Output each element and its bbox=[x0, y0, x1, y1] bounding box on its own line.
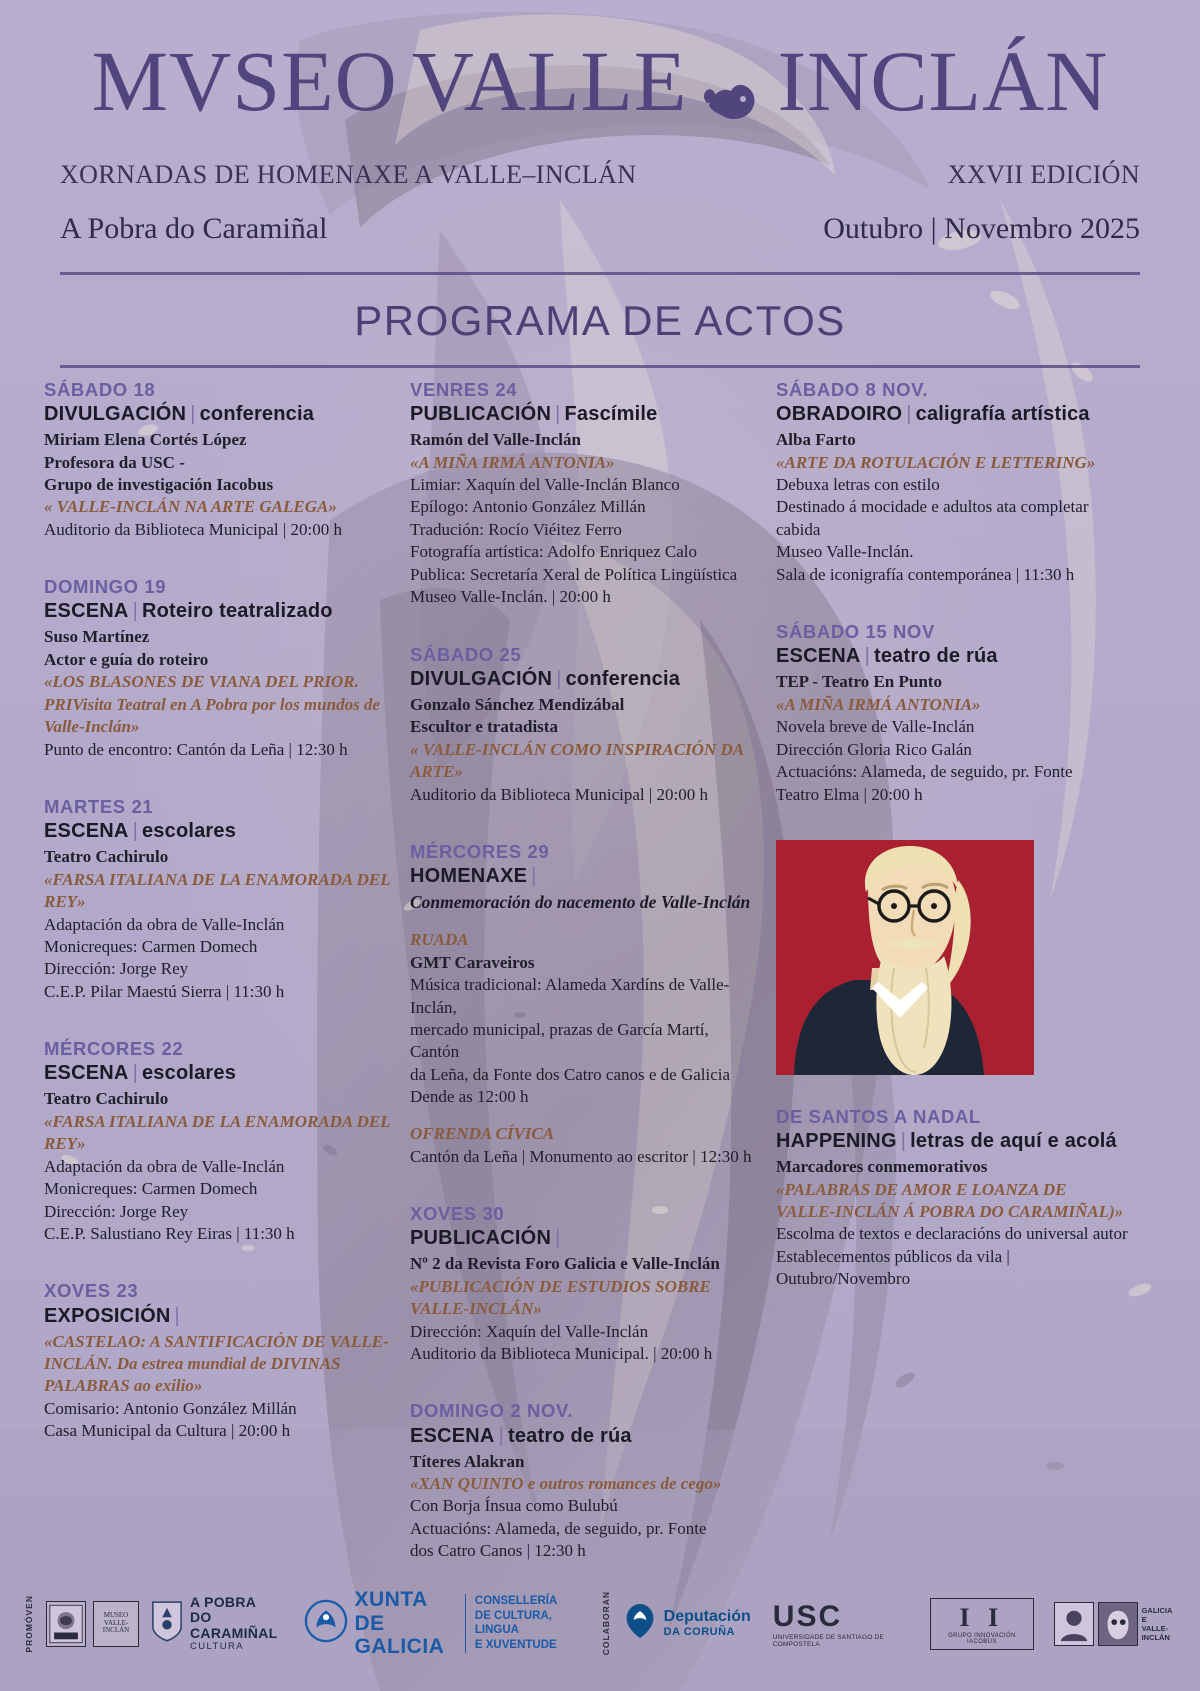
event-title: «ARTE DA ROTULACIÓN E LETTERING» bbox=[776, 452, 1096, 472]
event-detail-line: Epílogo: Antonio González Millán bbox=[410, 497, 646, 517]
event-title: «PUBLICACIÓN DE ESTUDIOS SOBRE VALLE-INCLÁN» bbox=[410, 1276, 711, 1319]
dates-label: Outubro | Novembro 2025 bbox=[823, 212, 1140, 245]
event-date: MARTES 21 bbox=[44, 796, 154, 818]
event-detail-line: TEP - Teatro En Punto bbox=[776, 672, 942, 692]
event-category bbox=[776, 643, 1128, 669]
event-date: MÉRCORES 29 bbox=[410, 840, 550, 862]
category-label: HOMENAXE bbox=[410, 865, 528, 888]
place-date-row bbox=[60, 212, 1140, 246]
a-pobra-line-1: A POBRA bbox=[190, 1593, 257, 1610]
event-de-santos-a-nadal bbox=[776, 1105, 1128, 1291]
category-separator: | bbox=[906, 403, 912, 426]
event-detail-line: Dirección: Xaquín del Valle-Inclán bbox=[410, 1321, 649, 1341]
program-column-2 bbox=[410, 378, 762, 1597]
galicia-e-valle-inclan-logo[interactable] bbox=[1054, 1602, 1176, 1646]
event-date: DOMINGO 2 NOV. bbox=[410, 1400, 573, 1422]
subcategory-label: Fascímile bbox=[564, 403, 658, 426]
event-title: «LOS BLASONES DE VIANA DEL PRIOR. PRIVisita Teatral en A Pobra por los mundos de Valle-Inclán» bbox=[44, 672, 380, 737]
promoven-label: PROMÓVEN bbox=[24, 1594, 34, 1653]
subsection-label-ofrenda-civica: OFRENDA CÍVICA bbox=[410, 1123, 555, 1143]
deputacion-da-coruna-logo[interactable] bbox=[623, 1601, 751, 1646]
event-venue-time: Museo Valle-Inclán. | 20:00 h bbox=[410, 587, 611, 607]
museo-valle-inclan-logo[interactable] bbox=[46, 1601, 139, 1647]
usc-full-name: UNIVERSIDADE DE SANTIAGO DE COMPOSTELA bbox=[772, 1633, 885, 1648]
masthead-word-valle: VALLE bbox=[411, 33, 688, 129]
xunta-line-1: XUNTA bbox=[354, 1588, 428, 1612]
program-divider bbox=[60, 365, 1140, 368]
event-detail-line: Limiar: Xaquín del Valle-Inclán Blanco bbox=[410, 475, 680, 494]
event-venue-time: C.E.P. Salustiano Rey Eiras | 11:30 h bbox=[44, 1224, 295, 1243]
category-label: DIVULGACIÓN bbox=[44, 403, 187, 426]
event-detail-line: Actuacións: Alameda, de seguido, pr. Fonte bbox=[776, 762, 1073, 782]
event-detail-line: Monicreques: Carmen Domech bbox=[44, 936, 258, 956]
subcategory-label: caligrafía artística bbox=[915, 403, 1090, 426]
museo-valle-inclan-wordmark: MUSEO VALLE-INCLÁN bbox=[93, 1601, 139, 1647]
subcategory-label: Roteiro teatralizado bbox=[141, 600, 333, 623]
event-title: «PALABRAS DE AMOR E LOANZA DE VALLE-INCLÁN Á POBRA DO CARAMIÑAL)» bbox=[776, 1179, 1124, 1221]
program-columns bbox=[0, 368, 1200, 1597]
category-label: EXPOSICIÓN bbox=[44, 1304, 171, 1327]
event-detail-line: Escultor e tratadista bbox=[410, 717, 558, 737]
event-title: «FARSA ITALIANA DE LA ENAMORADA DEL REY» bbox=[44, 1111, 390, 1154]
event-date: SÁBADO 18 bbox=[44, 379, 156, 400]
event-detail-line: Teatro Cachirulo bbox=[44, 1089, 169, 1109]
event-category bbox=[410, 863, 762, 889]
event-title: « VALLE-INCLÁN COMO INSPIRACIÓN DA ARTE» bbox=[410, 739, 744, 782]
deputacion-line-2: DA CORUÑA bbox=[663, 1626, 735, 1639]
event-category bbox=[410, 1423, 762, 1449]
event-detail-line: Debuxa letras con estilo bbox=[776, 475, 940, 494]
event-mercores-22 bbox=[44, 1037, 396, 1245]
page-title: PROGRAMA DE ACTOS bbox=[354, 297, 846, 344]
event-category bbox=[44, 1060, 396, 1086]
a-pobra-wordmark bbox=[190, 1595, 282, 1653]
event-venue-time: Punto de encontro: Cantón da Leña | 12:30 h bbox=[44, 739, 348, 759]
deputacion-line-1: Deputación bbox=[663, 1608, 751, 1626]
consellería-line-2: DE CULTURA, LINGUA bbox=[474, 1609, 552, 1637]
event-detail-line: Con Borja Ínsua como Bulubú bbox=[410, 1496, 618, 1516]
category-separator: | bbox=[531, 865, 537, 888]
footer-logos bbox=[0, 1566, 1200, 1691]
category-separator: | bbox=[555, 403, 561, 426]
galicia-emblem-icon bbox=[1054, 1602, 1094, 1646]
event-detail-line: Fotografía artística: Adolfo Enriquez Calo bbox=[410, 542, 698, 562]
event-date: VENRES 24 bbox=[410, 379, 518, 400]
event-detail-line: Dirección: Jorge Rey bbox=[44, 959, 189, 979]
category-label: ESCENA bbox=[44, 820, 129, 843]
event-venue-time: dos Catro Canos | 12:30 h bbox=[410, 1541, 586, 1561]
event-venue-time: Establecementos públicos da vila | Outubro/Novembro bbox=[776, 1246, 1010, 1289]
event-detail-line: Ramón del Valle-Inclán bbox=[410, 430, 581, 450]
gvi-line-2: VALLE-INCLÁN bbox=[1141, 1623, 1170, 1642]
event-detail-line: Alba Farto bbox=[776, 430, 856, 450]
event-venue-time: Sala de iconigrafía contemporánea | 11:30 h bbox=[776, 564, 1075, 584]
masthead bbox=[60, 33, 1140, 129]
consellería-line-1: CONSELLERÍA bbox=[474, 1594, 558, 1607]
event-xoves-30 bbox=[410, 1202, 762, 1365]
event-venue-time: Teatro Elma | 20:00 h bbox=[776, 784, 923, 804]
subsection-venue-time: Cantón da Leña | Monumento ao escritor | 12:30 h bbox=[410, 1146, 752, 1166]
category-separator: | bbox=[174, 1304, 180, 1327]
event-xoves-23 bbox=[44, 1279, 396, 1442]
valle-inclan-mask-icon bbox=[701, 59, 763, 115]
category-separator: | bbox=[498, 1424, 504, 1447]
event-detail-line: Nº 2 da Revista Foro Galicia e Valle-Inclán bbox=[410, 1254, 720, 1274]
event-detail-line: Profesora da USC - bbox=[44, 452, 185, 472]
event-date: SÁBADO 8 NOV. bbox=[776, 379, 929, 400]
event-category bbox=[44, 598, 396, 624]
subcategory-label: escolares bbox=[141, 1062, 237, 1085]
event-date: SÁBADO 15 NOV bbox=[776, 621, 935, 643]
event-category bbox=[44, 818, 396, 844]
subcategory-label: conferencia bbox=[565, 667, 681, 690]
event-detail-line: Monicreques: Carmen Domech bbox=[44, 1179, 258, 1199]
category-label: DIVULGACIÓN bbox=[410, 667, 553, 690]
category-separator: | bbox=[190, 403, 196, 426]
place-label: A Pobra do Caramiñal bbox=[60, 212, 328, 245]
event-category bbox=[44, 401, 396, 427]
event-category bbox=[776, 1128, 1128, 1154]
subsection-line: Música tradicional: Alameda Xardíns de Valle-Inclán, bbox=[410, 975, 730, 1017]
a-pobra-shield-icon bbox=[151, 1600, 183, 1647]
event-date: XOVES 23 bbox=[44, 1280, 139, 1302]
event-category bbox=[410, 1225, 762, 1251]
subsection-time: Dende as 12:00 h bbox=[410, 1087, 529, 1107]
event-date: DE SANTOS A NADAL bbox=[776, 1105, 981, 1127]
category-separator: | bbox=[132, 600, 138, 623]
xunta-emblem-icon bbox=[304, 1599, 348, 1648]
event-category bbox=[410, 666, 762, 692]
event-detail-line: Teatro Cachirulo bbox=[44, 847, 169, 867]
event-title: «XAN QUINTO e outros romances de cego» bbox=[410, 1473, 722, 1493]
deputacion-emblem-icon bbox=[623, 1601, 657, 1646]
category-separator: | bbox=[864, 645, 870, 668]
masthead-word-museo: MVSEO bbox=[91, 33, 398, 129]
event-title: «CASTELAO: A SANTIFICACIÓN DE VALLE-INCLÁN. Da estrea mundial de DIVINAS PALABRAS ao exilio» bbox=[44, 1331, 389, 1396]
usc-logo[interactable] bbox=[773, 1600, 910, 1648]
category-label: ESCENA bbox=[410, 1424, 495, 1447]
header-divider bbox=[60, 272, 1140, 275]
masthead-word-inclan: INCLÁN bbox=[777, 33, 1109, 129]
category-label: PUBLICACIÓN bbox=[410, 403, 552, 426]
museo-valle-inclan-crest-icon bbox=[46, 1601, 86, 1647]
program-column-3 bbox=[776, 378, 1128, 1597]
category-separator: | bbox=[555, 1227, 561, 1250]
event-detail-line: Novela breve de Valle-Inclán bbox=[776, 717, 975, 737]
category-separator: | bbox=[556, 667, 562, 690]
usc-acronym: USC bbox=[772, 1599, 843, 1633]
event-date: DOMINGO 19 bbox=[44, 576, 167, 598]
event-sabado-15-nov bbox=[776, 620, 1128, 806]
a-pobra-line-2: DO CARAMIÑAL bbox=[190, 1609, 278, 1642]
event-venue-time: C.E.P. Pilar Maestú Sierra | 11:30 h bbox=[44, 981, 285, 1001]
subcategory-label: teatro de rúa bbox=[873, 645, 998, 668]
event-detail-line: Actuacións: Alameda, de seguido, pr. Fonte bbox=[410, 1518, 707, 1538]
event-detail-line: Adaptación da obra de Valle-Inclán bbox=[44, 1156, 285, 1176]
category-label: ESCENA bbox=[44, 1062, 129, 1085]
xunta-wordmark bbox=[355, 1588, 458, 1659]
event-detail-line: Adaptación da obra de Valle-Inclán bbox=[44, 914, 285, 934]
event-category bbox=[44, 1303, 396, 1329]
event-detail-line: Tradución: Rocío Viéitez Ferro bbox=[410, 519, 622, 539]
grupo-innovacion-iacobus-logo[interactable] bbox=[930, 1598, 1033, 1650]
event-martes-21 bbox=[44, 795, 396, 1003]
category-label: OBRADOIRO bbox=[776, 403, 903, 426]
a-pobra-line-3: CULTURA bbox=[190, 1640, 244, 1652]
event-title: « VALLE-INCLÁN NA ARTE GALEGA» bbox=[44, 497, 337, 517]
event-date: SÁBADO 25 bbox=[410, 643, 522, 665]
category-separator: | bbox=[132, 820, 138, 843]
subcategory-label: conferencia bbox=[199, 403, 315, 426]
subcategory-label: letras de aquí e acolá bbox=[910, 1130, 1117, 1153]
poster-header bbox=[0, 0, 1200, 368]
xunta-line-2: DE GALICIA bbox=[354, 1611, 445, 1659]
category-label: PUBLICACIÓN bbox=[410, 1227, 552, 1250]
iacobus-caption: GRUPO INNOVACIÓN IACOBUS bbox=[948, 1632, 1016, 1645]
colaboran-label: COLABORAN bbox=[600, 1591, 611, 1656]
event-detail-line: Dirección: Jorge Rey bbox=[44, 1201, 189, 1221]
event-detail-line: Publica: Secretaría Xeral de Política Lingüística bbox=[410, 564, 738, 584]
event-detail-line: Gonzalo Sánchez Mendizábal bbox=[410, 694, 625, 714]
valle-inclan-portrait-icon bbox=[1098, 1602, 1138, 1646]
subsection-performer: GMT Caraveiros bbox=[410, 952, 535, 972]
event-mercores-29 bbox=[410, 840, 762, 1168]
subsection-line: mercado municipal, prazas de García Martí, Cantón bbox=[410, 1019, 709, 1062]
iacobus-monogram: I I bbox=[959, 1602, 1005, 1632]
program-column-1 bbox=[44, 378, 396, 1597]
event-venres-24 bbox=[410, 378, 762, 609]
event-detail-line: Destinado á mocidade e adultos ata completar cabida bbox=[776, 497, 1089, 539]
subtitle-row bbox=[60, 160, 1140, 190]
event-category bbox=[410, 401, 762, 427]
event-date: MÉRCORES 22 bbox=[44, 1038, 184, 1060]
edition-label: XXVII EDICIÓN bbox=[947, 160, 1140, 189]
valle-inclan-caricature-portrait bbox=[776, 840, 1034, 1075]
event-detail-line: Grupo de investigación Iacobus bbox=[44, 475, 274, 494]
gvi-line-1: GALICIA E bbox=[1141, 1605, 1173, 1624]
subcategory-label: teatro de rúa bbox=[507, 1424, 632, 1447]
event-sabado-8-nov bbox=[776, 378, 1128, 586]
category-label: HAPPENING bbox=[776, 1130, 897, 1153]
event-sabado-18 bbox=[44, 378, 396, 541]
subcategory-label: escolares bbox=[141, 820, 237, 843]
event-detail-line: Dirección Gloria Rico Galán bbox=[776, 739, 972, 759]
event-venue-time: Auditorio da Biblioteca Municipal. | 20:00 h bbox=[410, 1343, 713, 1363]
event-sabado-25 bbox=[410, 643, 762, 806]
category-label: ESCENA bbox=[776, 645, 861, 668]
event-title: «FARSA ITALIANA DE LA ENAMORADA DEL REY» bbox=[44, 869, 390, 912]
event-detail-line: Escolma de textos e declaracións do universal autor bbox=[776, 1224, 1128, 1244]
category-label: ESCENA bbox=[44, 600, 129, 623]
event-venue-time: Auditorio da Biblioteca Municipal | 20:00 h bbox=[44, 519, 343, 539]
event-title: «A MIÑA IRMÁ ANTONIA» bbox=[776, 694, 981, 714]
a-pobra-do-caraminal-logo[interactable] bbox=[151, 1595, 282, 1653]
event-detail-line: Miriam Elena Cortés López bbox=[44, 430, 247, 450]
event-detail-line: Comisario: Antonio González Millán bbox=[44, 1398, 297, 1418]
event-commemoration-note: Conmemoración do nacemento de Valle-Inclán bbox=[410, 892, 751, 913]
event-detail-line: Museo Valle-Inclán. bbox=[776, 542, 914, 562]
deputacion-wordmark bbox=[664, 1608, 751, 1638]
subsection-label-ruada: RUADA bbox=[410, 929, 469, 949]
xunta-de-galicia-logo[interactable] bbox=[304, 1588, 577, 1659]
event-detail-line: Suso Martínez bbox=[44, 627, 150, 647]
category-separator: | bbox=[900, 1130, 907, 1153]
event-domingo-19 bbox=[44, 575, 396, 761]
subsection-line: da Leña, da Fonte dos Catro canos e de Galicia bbox=[410, 1064, 731, 1084]
consellería-wordmark bbox=[465, 1594, 577, 1654]
event-detail-line: Actor e guía do roteiro bbox=[44, 649, 209, 669]
subtitle-left: XORNADAS DE HOMENAXE A VALLE–INCLÁN bbox=[60, 160, 637, 189]
event-venue-time: Casa Municipal da Cultura | 20:00 h bbox=[44, 1421, 291, 1441]
event-detail-line: Títeres Alakran bbox=[410, 1451, 525, 1471]
event-detail-line: Marcadores conmemorativos bbox=[776, 1157, 988, 1177]
event-date: XOVES 30 bbox=[410, 1203, 505, 1225]
galicia-valle-inclan-wordmark bbox=[1142, 1606, 1176, 1642]
event-venue-time: Auditorio da Biblioteca Municipal | 20:00 h bbox=[410, 784, 709, 804]
event-domingo-2-nov bbox=[410, 1399, 762, 1562]
consellería-line-3: E XUVENTUDE bbox=[474, 1639, 557, 1652]
category-separator: | bbox=[132, 1062, 138, 1085]
event-title: «A MIÑA IRMÁ ANTONIA» bbox=[410, 452, 615, 472]
event-category bbox=[776, 401, 1128, 427]
